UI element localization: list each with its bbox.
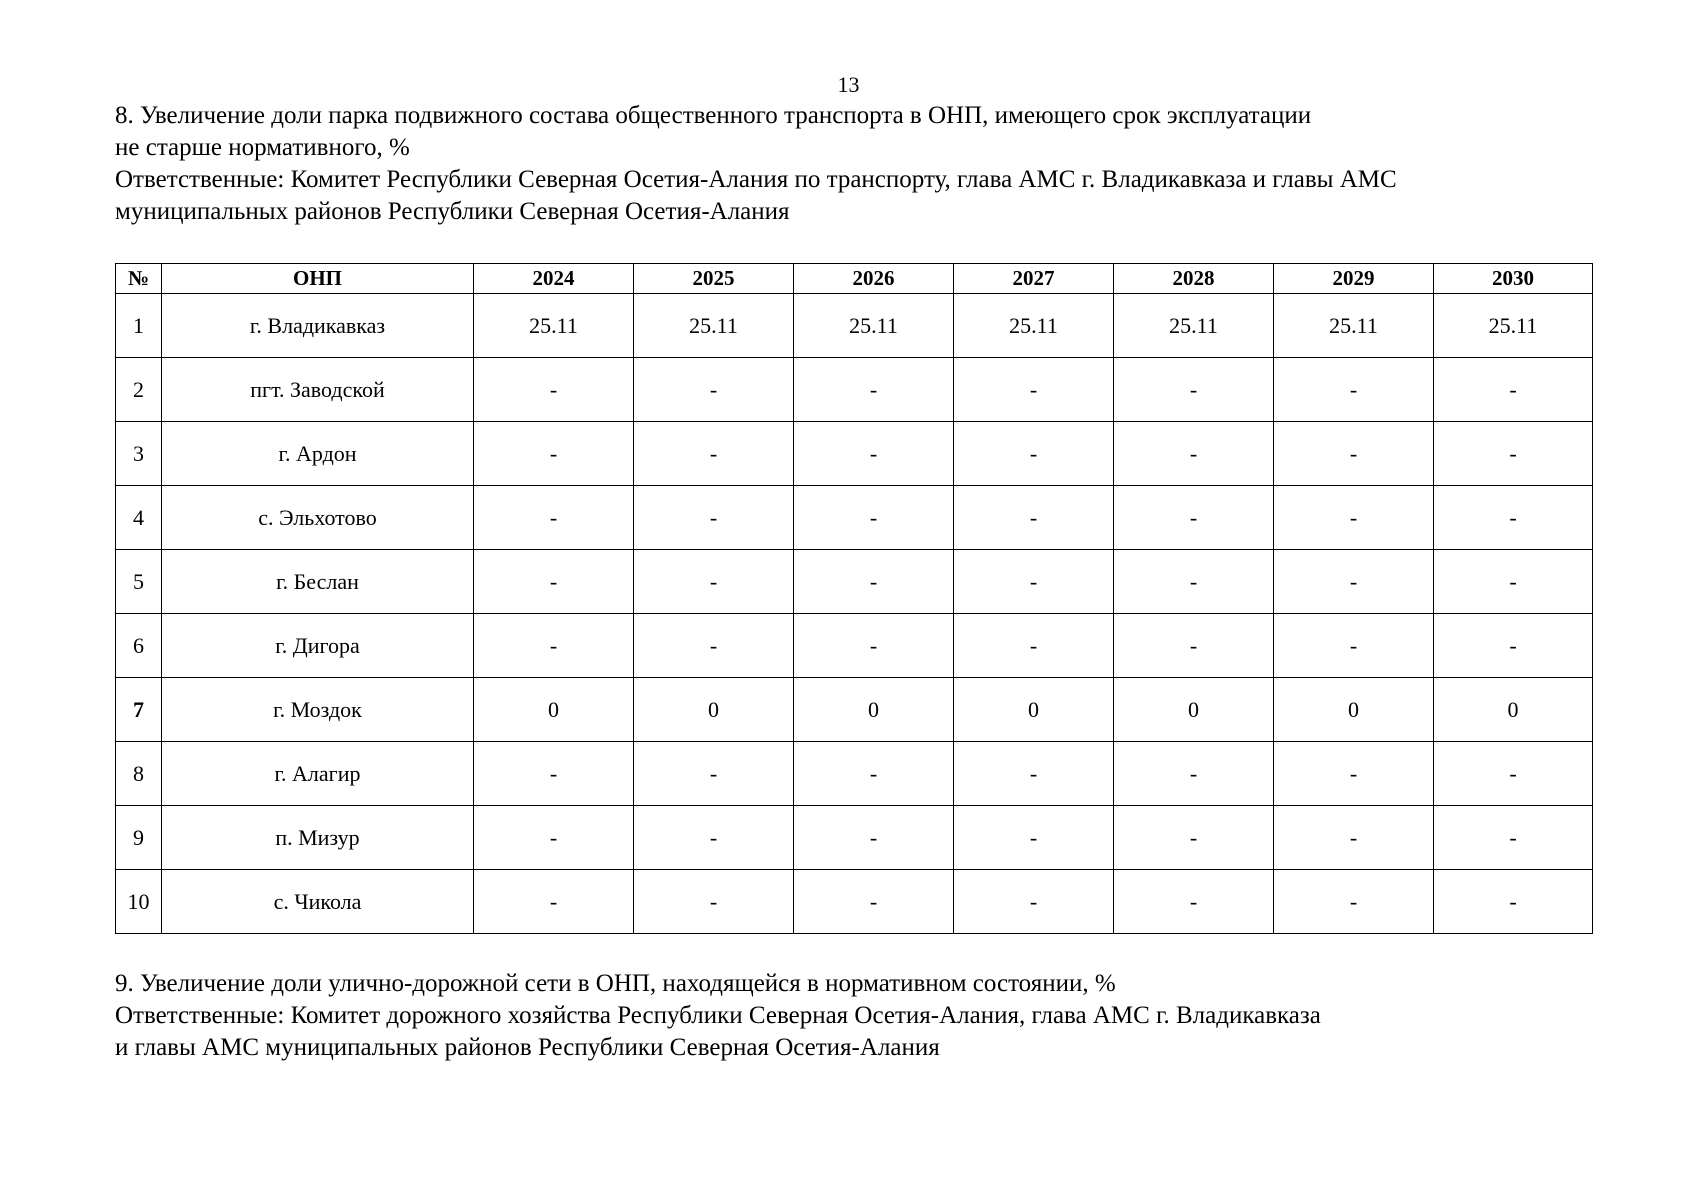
section-8-responsible-line-1: Ответственные: Комитет Республики Северная Осетия-Алания по транспорту, глава АМС г. Владикавказа и главы АМС xyxy=(115,166,1397,193)
place-name-cell: г. Алагир xyxy=(162,742,474,806)
value-cell: - xyxy=(474,806,634,870)
section-9 xyxy=(115,968,1605,1064)
value-cell: - xyxy=(474,742,634,806)
value-cell: 0 xyxy=(794,678,954,742)
section-9-heading: 9. Увеличение доли улично-дорожной сети в ОНП, находящейся в нормативном состоянии, % xyxy=(115,970,1116,997)
value-cell: - xyxy=(1434,422,1593,486)
value-cell: - xyxy=(1274,358,1434,422)
value-cell: - xyxy=(1274,870,1434,934)
row-number-cell: 5 xyxy=(116,550,162,614)
table-row xyxy=(116,742,1593,806)
value-cell: - xyxy=(634,614,794,678)
value-cell: - xyxy=(1114,806,1274,870)
row-number-cell: 4 xyxy=(116,486,162,550)
value-cell: - xyxy=(1114,358,1274,422)
header-cell-2028: 2028 xyxy=(1114,264,1274,294)
value-cell: - xyxy=(1114,614,1274,678)
value-cell: - xyxy=(1274,614,1434,678)
value-cell: 0 xyxy=(634,678,794,742)
table-row xyxy=(116,422,1593,486)
header-cell-2026: 2026 xyxy=(794,264,954,294)
header-cell-2025: 2025 xyxy=(634,264,794,294)
value-cell: - xyxy=(1434,358,1593,422)
value-cell: - xyxy=(954,742,1114,806)
place-name-cell: г. Владикавказ xyxy=(162,294,474,358)
value-cell: - xyxy=(1114,550,1274,614)
value-cell: 25.11 xyxy=(474,294,634,358)
table-row xyxy=(116,294,1593,358)
value-cell: 25.11 xyxy=(1274,294,1434,358)
value-cell: 25.11 xyxy=(634,294,794,358)
value-cell: - xyxy=(794,358,954,422)
section-8 xyxy=(115,100,1605,228)
value-cell: - xyxy=(474,486,634,550)
value-cell: - xyxy=(794,742,954,806)
place-name-cell: г. Беслан xyxy=(162,550,474,614)
table-header-row xyxy=(116,264,1593,294)
value-cell: 25.11 xyxy=(1434,294,1593,358)
value-cell: 0 xyxy=(474,678,634,742)
table-row xyxy=(116,550,1593,614)
value-cell: - xyxy=(1434,550,1593,614)
row-number-cell: 2 xyxy=(116,358,162,422)
value-cell: - xyxy=(794,806,954,870)
value-cell: - xyxy=(1434,870,1593,934)
value-cell: - xyxy=(634,550,794,614)
value-cell: - xyxy=(1114,742,1274,806)
value-cell: 25.11 xyxy=(954,294,1114,358)
place-name-cell: пгт. Заводской xyxy=(162,358,474,422)
row-number-cell: 9 xyxy=(116,806,162,870)
value-cell: - xyxy=(954,614,1114,678)
value-cell: - xyxy=(634,806,794,870)
header-cell-2030: 2030 xyxy=(1434,264,1593,294)
value-cell: - xyxy=(1274,806,1434,870)
row-number-cell: 7 xyxy=(116,678,162,742)
table-row xyxy=(116,614,1593,678)
header-cell-num: № xyxy=(116,264,162,294)
value-cell: - xyxy=(954,422,1114,486)
header-cell-2027: 2027 xyxy=(954,264,1114,294)
header-cell-2024: 2024 xyxy=(474,264,634,294)
section-8-heading-line-2: не старше нормативного, % xyxy=(115,134,410,161)
place-name-cell: п. Мизур xyxy=(162,806,474,870)
place-name-cell: с. Эльхотово xyxy=(162,486,474,550)
value-cell: - xyxy=(1434,486,1593,550)
value-cell: - xyxy=(474,870,634,934)
value-cell: - xyxy=(1114,486,1274,550)
value-cell: 25.11 xyxy=(794,294,954,358)
value-cell: - xyxy=(1434,806,1593,870)
section-8-responsible-line-2: муниципальных районов Республики Северная Осетия-Алания xyxy=(115,198,790,225)
place-name-cell: г. Моздок xyxy=(162,678,474,742)
value-cell: 0 xyxy=(1114,678,1274,742)
header-cell-place: ОНП xyxy=(162,264,474,294)
row-number-cell: 1 xyxy=(116,294,162,358)
value-cell: - xyxy=(954,806,1114,870)
section-9-responsible-line-1: Ответственные: Комитет дорожного хозяйства Республики Северная Осетия-Алания, глава АМС г. Владикавказа xyxy=(115,1002,1321,1029)
value-cell: - xyxy=(634,422,794,486)
value-cell: - xyxy=(954,486,1114,550)
value-cell: - xyxy=(1274,486,1434,550)
row-number-cell: 10 xyxy=(116,870,162,934)
table-row xyxy=(116,486,1593,550)
value-cell: 0 xyxy=(1274,678,1434,742)
value-cell: - xyxy=(474,422,634,486)
value-cell: - xyxy=(794,486,954,550)
table-row xyxy=(116,806,1593,870)
value-cell: - xyxy=(954,870,1114,934)
table-row xyxy=(116,870,1593,934)
table-body xyxy=(116,294,1593,934)
value-cell: - xyxy=(794,422,954,486)
value-cell: - xyxy=(1274,742,1434,806)
page-number: 13 xyxy=(837,72,860,97)
section-9-responsible-line-2: и главы АМС муниципальных районов Республики Северная Осетия-Алания xyxy=(115,1034,940,1061)
value-cell: - xyxy=(1274,550,1434,614)
value-cell: - xyxy=(634,870,794,934)
value-cell: 25.11 xyxy=(1114,294,1274,358)
value-cell: - xyxy=(1114,870,1274,934)
value-cell: - xyxy=(634,358,794,422)
row-number-cell: 3 xyxy=(116,422,162,486)
value-cell: - xyxy=(954,358,1114,422)
indicator-table xyxy=(115,263,1593,934)
value-cell: - xyxy=(1274,422,1434,486)
header-cell-2029: 2029 xyxy=(1274,264,1434,294)
section-8-heading-line-1: 8. Увеличение доли парка подвижного состава общественного транспорта в ОНП, имеющего срок эксплуатации xyxy=(115,102,1312,129)
value-cell: - xyxy=(794,614,954,678)
value-cell: - xyxy=(794,870,954,934)
value-cell: - xyxy=(1434,614,1593,678)
value-cell: - xyxy=(634,486,794,550)
value-cell: 0 xyxy=(954,678,1114,742)
value-cell: - xyxy=(1434,742,1593,806)
row-number-cell: 6 xyxy=(116,614,162,678)
table-row xyxy=(116,358,1593,422)
value-cell: - xyxy=(474,550,634,614)
value-cell: - xyxy=(474,614,634,678)
place-name-cell: с. Чикола xyxy=(162,870,474,934)
value-cell: - xyxy=(474,358,634,422)
value-cell: - xyxy=(634,742,794,806)
value-cell: - xyxy=(1114,422,1274,486)
place-name-cell: г. Ардон xyxy=(162,422,474,486)
value-cell: - xyxy=(794,550,954,614)
value-cell: 0 xyxy=(1434,678,1593,742)
place-name-cell: г. Дигора xyxy=(162,614,474,678)
table-row xyxy=(116,678,1593,742)
row-number-cell: 8 xyxy=(116,742,162,806)
value-cell: - xyxy=(954,550,1114,614)
